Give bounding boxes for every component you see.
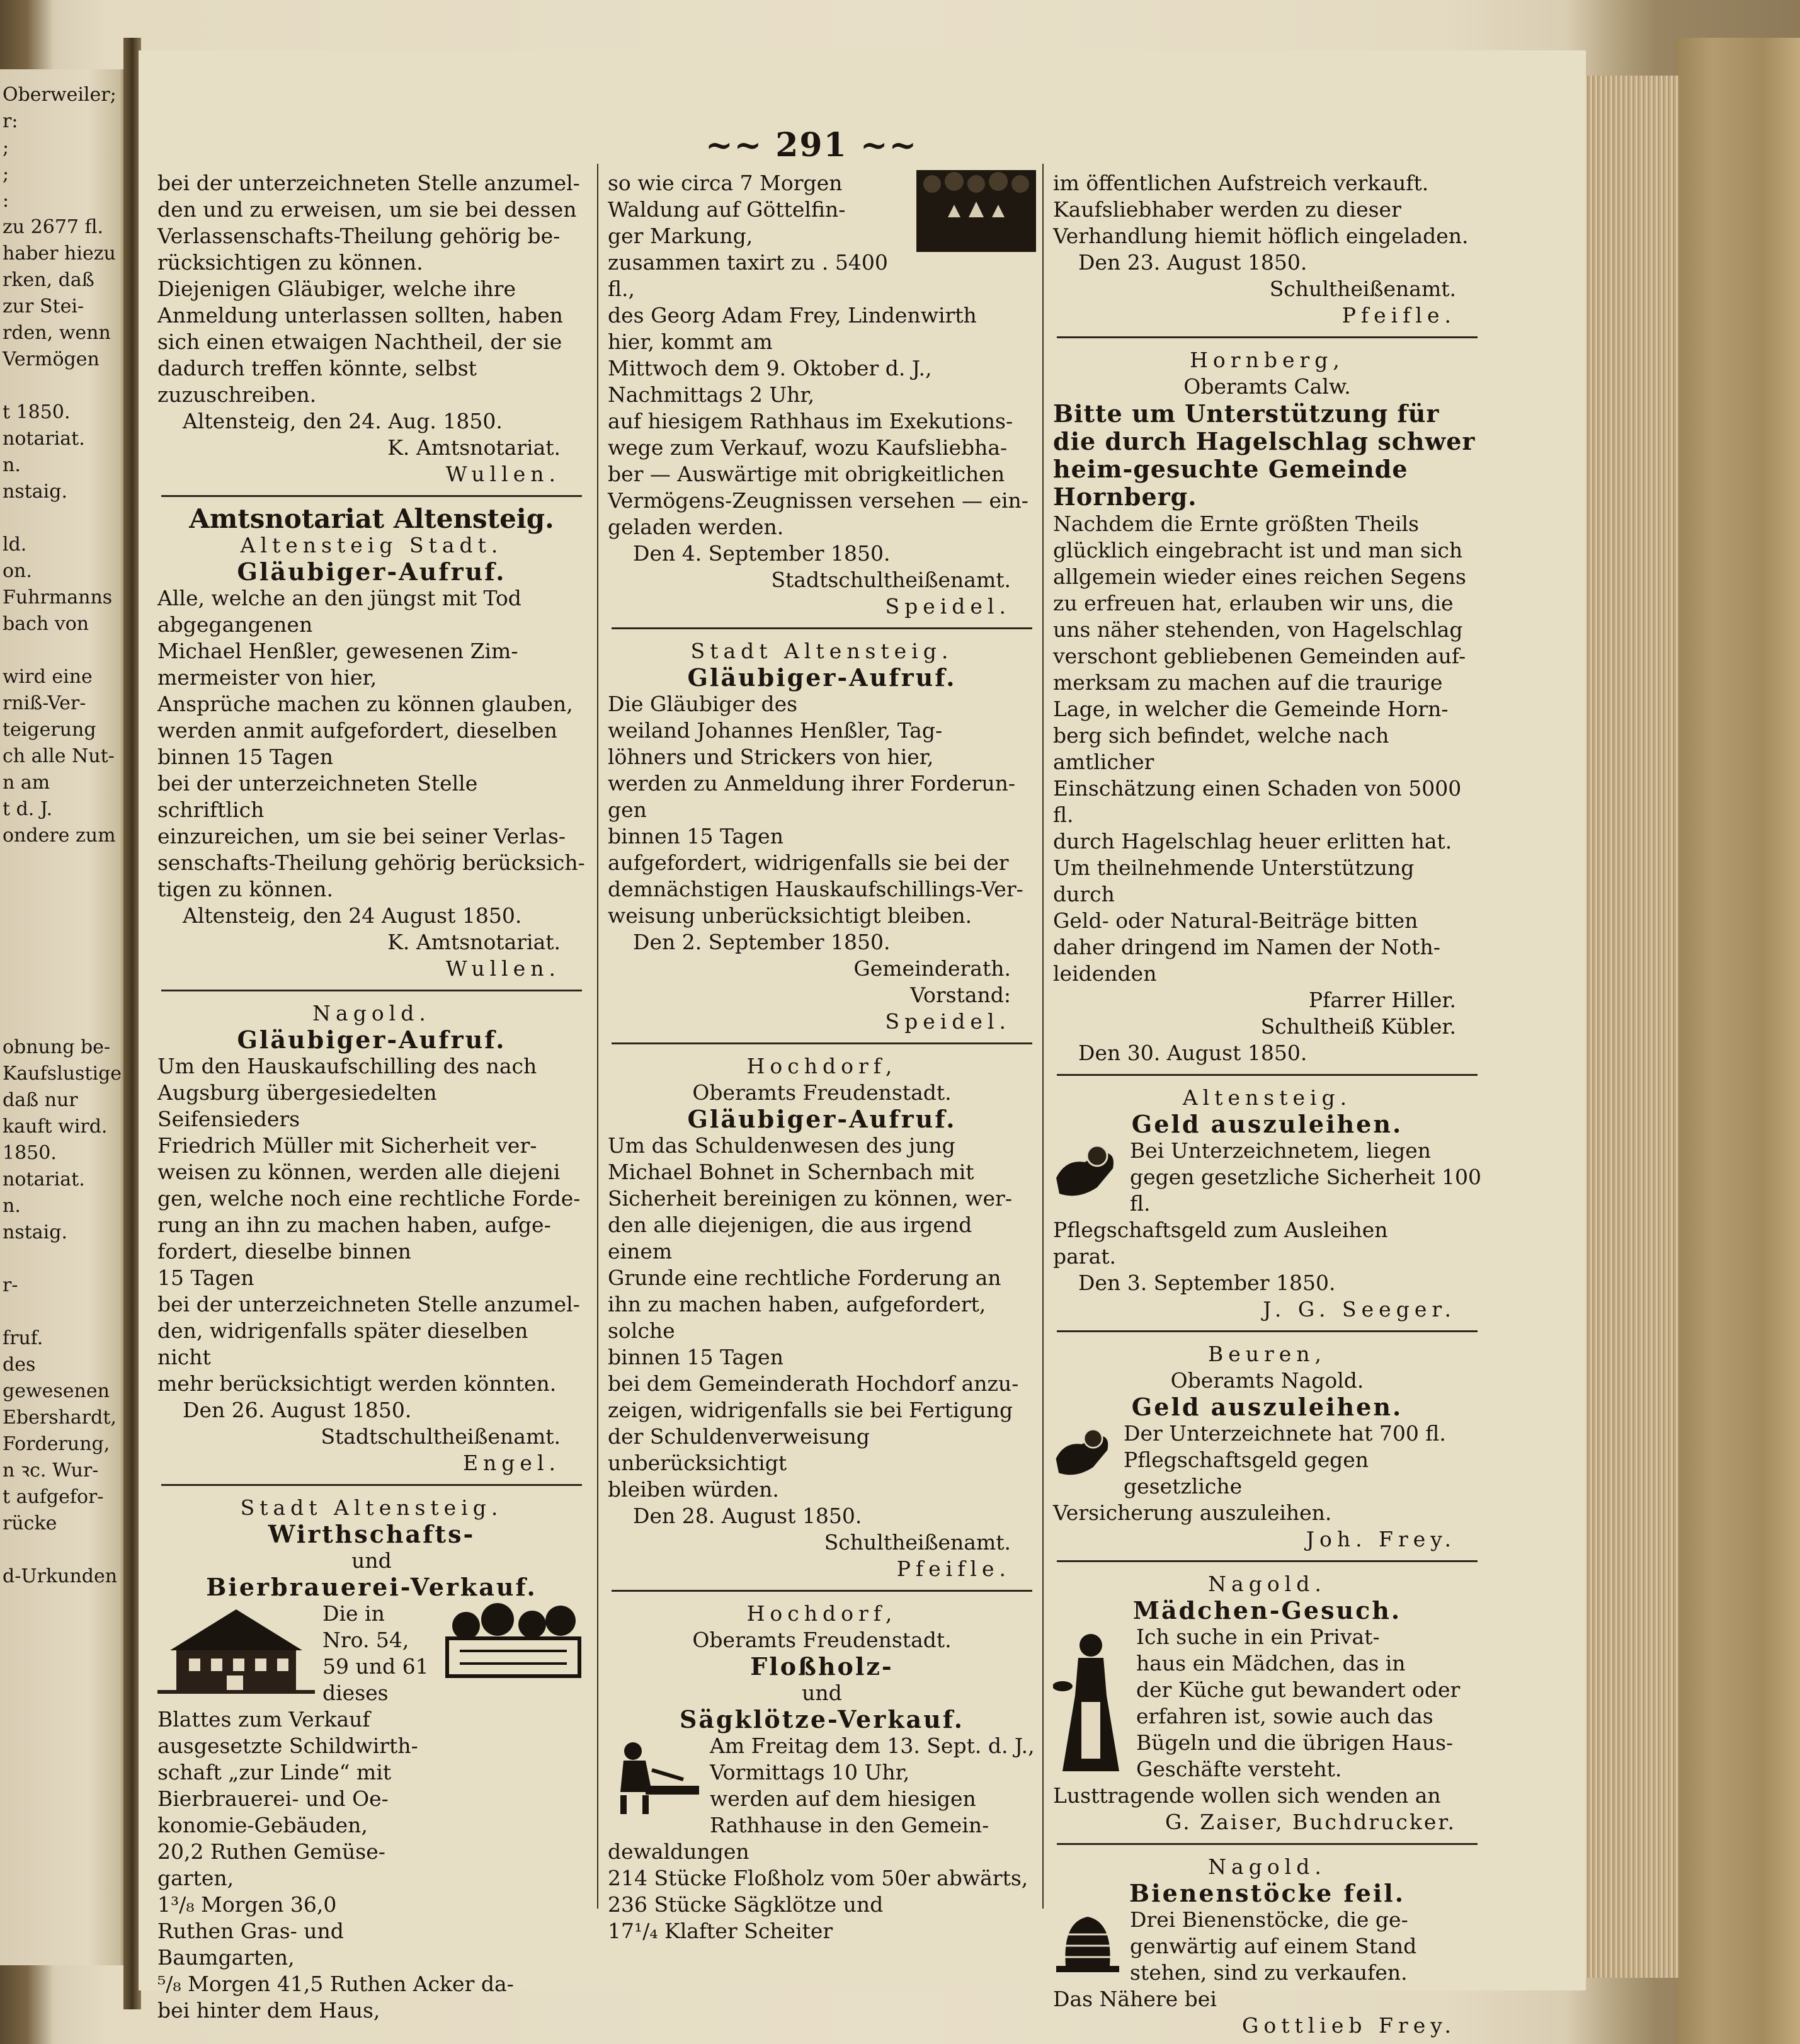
notice-glaeubiger-altensteig-2 — [608, 638, 1036, 1044]
left-page-line — [3, 1299, 122, 1325]
text-line: bei dem Gemeinderath Hochdorf anzu- — [608, 1371, 1019, 1396]
left-page-line: Kaufslustige — [3, 1063, 122, 1085]
left-page-line: notariat. — [3, 1168, 85, 1190]
text-line: Baumgarten, — [157, 1945, 295, 1970]
text-line: ihn zu machen haben, aufgefordert, — [608, 1292, 986, 1316]
text-line: glücklich eingebracht ist und man sich — [1053, 538, 1463, 562]
left-page-line — [3, 849, 122, 876]
text-line: bei der unterzeichneten Stelle schriftlich — [157, 771, 478, 822]
left-page-line: : — [3, 190, 9, 212]
column-rule — [1042, 164, 1044, 1909]
notice-date: Den 30. August 1850. — [1078, 1041, 1307, 1065]
text-line: Ich suche in ein Privat- — [1136, 1624, 1380, 1649]
notice-place: Hochdorf, — [746, 1601, 897, 1626]
left-page-line: obnung be- — [3, 1036, 111, 1058]
left-page-line: 1850. — [3, 1142, 57, 1164]
notice-hornberg-appeal — [1053, 347, 1481, 1076]
text-line: fordert, dieselbe binnen — [157, 1239, 411, 1264]
text-line: auf hiesigem Rathhaus im Exekutions- — [608, 409, 1013, 433]
notice-title: Gläubiger-Aufruf. — [687, 663, 957, 692]
text-line: gen, welche noch eine rechtliche Forde- — [157, 1186, 581, 1211]
text-line: Geschäfte versteht. — [1136, 1757, 1342, 1781]
text-line: Bügeln und die übrigen Haus- — [1136, 1730, 1454, 1755]
notice-geld-altensteig — [1053, 1085, 1481, 1332]
notice-signature: Schultheißenamt. — [1269, 277, 1456, 301]
left-page-line: ; — [3, 137, 9, 159]
notice-signature: Schultheiß Kübler. — [1260, 1014, 1456, 1039]
text-line: erfahren ist, sowie auch das — [1136, 1704, 1433, 1728]
text-line: merksam zu machen auf die traurige — [1053, 670, 1443, 695]
notice-header: Amtsnotariat Altensteig. — [189, 503, 554, 534]
text-line: Blattes zum Verkauf — [157, 1707, 370, 1732]
notice-place: Stadt Altensteig. — [690, 639, 954, 663]
text-line: den alle diejenigen, die aus irgend einem — [608, 1213, 972, 1264]
left-page-line: ; — [3, 163, 9, 185]
left-page-line: d-Urkunden — [3, 1565, 118, 1587]
notice-signature: Stadtschultheißenamt. — [321, 1424, 561, 1449]
text-line: Verlassenschafts-Theilung gehörig be- — [157, 224, 561, 248]
text-line: stehen, sind zu verkaufen. — [1130, 1960, 1408, 1985]
text-line: 17¹/₄ Klafter Scheiter — [608, 1919, 833, 1943]
notice-date: Altensteig, den 24. Aug. 1850. — [183, 409, 503, 433]
text-line: Bierbrauerei- und Oe- — [157, 1786, 389, 1811]
left-page-line: ld. — [3, 534, 27, 556]
text-line: Vermögens-Zeugnissen versehen — ein- — [608, 488, 1028, 513]
left-page-line — [3, 1537, 122, 1563]
text-line: bei der unterzeichneten Stelle anzumel- — [157, 171, 580, 195]
left-page-line — [3, 955, 122, 981]
text-line: Alle, welche an den jüngst mit Tod — [157, 586, 521, 610]
left-page-line: Fuhrmanns — [3, 586, 113, 608]
text-line: Einschätzung einen Schaden von 5000 fl. — [1053, 776, 1462, 827]
text-line: uns näher stehenden, von Hagelschlag — [1053, 617, 1463, 642]
text-line: Pflegschaftsgeld zum Ausleihen — [1053, 1218, 1388, 1242]
text-line: leidenden — [1053, 961, 1157, 986]
left-page-line — [3, 1246, 122, 1272]
notice-glaeubiger-hochdorf — [608, 1053, 1036, 1592]
text-line: Sicherheit bereinigen zu können, wer- — [608, 1186, 1012, 1211]
notice-continuation — [608, 170, 1036, 629]
notice-subplace: Oberamts Freudenstadt. — [692, 1080, 952, 1105]
text-line: abgegangenen — [157, 612, 313, 637]
left-page-line: teigerung — [3, 719, 96, 741]
notice-title: Mädchen-Gesuch. — [1132, 1596, 1402, 1624]
text-line: bei hinter dem Haus, — [157, 1998, 380, 2023]
left-page-line — [3, 505, 122, 532]
notice-place: Beuren, — [1207, 1342, 1327, 1366]
notice-text — [157, 585, 586, 903]
notice-bienenstoecke — [1053, 1854, 1481, 2039]
notice-text — [1053, 170, 1481, 249]
text-line: Die in Nro. 54, 59 und 61 dieses — [322, 1601, 429, 1705]
text-line: werden zu Anmeldung ihrer Forderun- — [608, 771, 1015, 796]
text-line: Um den Hauskaufschilling des nach — [157, 1054, 537, 1078]
left-page-fragment — [0, 69, 126, 1965]
text-line: so wie circa 7 Morgen — [608, 171, 843, 195]
text-line: weisung unberücksichtigt bleiben. — [608, 903, 972, 928]
notice-signature: G. Zaiser, Buchdrucker. — [1165, 1810, 1456, 1834]
notice-signature: Pfarrer Hiller. — [1308, 988, 1456, 1012]
left-page-line — [3, 928, 122, 955]
text-line: den, widrigenfalls später dieselben nicht — [157, 1318, 528, 1369]
text-line: zu erfreuen hat, erlauben wir uns, die — [1053, 591, 1454, 615]
left-page-line: daß nur — [3, 1089, 78, 1111]
notice-date: Den 28. August 1850. — [633, 1504, 862, 1528]
left-page-line: r- — [3, 1274, 18, 1296]
text-line: Rathhause in den Gemein- — [710, 1813, 989, 1837]
notice-subplace: Oberamts Nagold. — [1170, 1368, 1364, 1393]
notice-title: Gläubiger-Aufruf. — [237, 1025, 506, 1054]
notice-geld-beuren — [1053, 1341, 1481, 1562]
text-line: genwärtig auf einem Stand — [1130, 1934, 1417, 1958]
book-cover — [1675, 38, 1800, 2044]
left-page-line — [3, 876, 122, 902]
left-page-line: nstaig. — [3, 481, 67, 503]
notice-signature: Gottlieb Frey. — [1242, 2013, 1456, 2038]
notice-signature: Engel. — [462, 1451, 561, 1475]
text-line: weisen zu können, werden alle diejeni — [157, 1160, 561, 1184]
notice-date: Altensteig, den 24 August 1850. — [183, 903, 522, 928]
notice-date: Den 23. August 1850. — [1078, 250, 1307, 275]
text-line: wege zum Verkauf, wozu Kaufsliebha- — [608, 435, 1008, 460]
left-page-line: t aufgefor- — [3, 1486, 104, 1508]
left-page-line: zur Stei- — [3, 295, 84, 317]
notice-glaeubiger-nagold — [157, 1000, 586, 1486]
text-line: Grunde eine rechtliche Forderung an — [608, 1265, 1001, 1290]
notice-title-joiner: und — [351, 1548, 392, 1573]
notice-signature: Pfeifle. — [1341, 303, 1456, 328]
text-line: weiland Johannes Henßler, Tag- — [608, 718, 943, 743]
left-page-line: gewesenen — [3, 1380, 110, 1402]
notice-maedchen-gesuch — [1053, 1571, 1481, 1845]
text-line: zusammen taxirt zu . 5400 fl., — [608, 250, 888, 301]
notice-signature: K. Amtsnotariat. — [387, 435, 561, 460]
left-page-line: on. — [3, 560, 32, 582]
text-line: binnen 15 Tagen — [608, 824, 783, 848]
garden-icon — [441, 1601, 586, 1682]
left-page-line: bach von — [3, 613, 89, 635]
column-rule — [597, 164, 598, 1909]
text-line: schaft „zur Linde“ mit — [157, 1760, 392, 1784]
text-line: zeigen, widrigenfalls sie bei Fertigung — [608, 1398, 1013, 1422]
text-line: ger Markung, — [608, 224, 753, 248]
notice-signature: Pfeifle. — [896, 1556, 1011, 1581]
text-line: daher dringend im Namen der Noth- — [1053, 935, 1440, 959]
notice-wirthschaft-verkauf — [157, 1495, 586, 2024]
text-line: haus ein Mädchen, das in — [1136, 1651, 1406, 1676]
text-line: Augsburg übergesiedelten Seifensieders — [157, 1080, 437, 1131]
notice-place: Altensteig. — [1182, 1085, 1352, 1110]
text-line: demnächstigen Hauskaufschillings-Ver- — [608, 877, 1023, 901]
left-page-line: r: — [3, 110, 18, 132]
woodworker-icon — [608, 1735, 702, 1817]
text-line: Um theilnehmende Unterstützung durch — [1053, 855, 1415, 906]
maid-icon — [1053, 1626, 1129, 1778]
left-page-line: rden, wenn — [3, 322, 111, 344]
notice-title: Wirthschafts- — [268, 1520, 476, 1548]
left-page-line — [3, 1008, 122, 1034]
notice-place: Hochdorf, — [746, 1054, 897, 1078]
notice-date: Den 4. September 1850. — [633, 541, 891, 566]
text-line: Ansprüche machen zu können glauben, — [157, 692, 573, 716]
text-line: 236 Stücke Sägklötze und — [608, 1892, 884, 1917]
text-line: Die Gläubiger des — [608, 692, 798, 716]
left-page-line: Oberweiler; — [3, 84, 117, 106]
notice-place: Hornberg, — [1190, 348, 1345, 372]
left-page-line: rken, daß — [3, 269, 94, 291]
text-line: Diejenigen Gläubiger, welche ihre — [157, 277, 516, 301]
text-line: 1³/₈ Morgen 36,0 — [157, 1892, 337, 1917]
text-line: einzureichen, um sie bei seiner Verlas- — [157, 824, 566, 848]
notice-text — [608, 691, 1036, 929]
hand-coin-icon — [1053, 1423, 1116, 1483]
left-page-line: rücke — [3, 1512, 57, 1534]
notice-title: Gläubiger-Aufruf. — [687, 1105, 957, 1133]
text-line: bei der unterzeichneten Stelle anzumel- — [157, 1292, 580, 1316]
text-line: ausgesetzte Schildwirth- — [157, 1733, 418, 1758]
text-line: Michael Bohnet in Schernbach mit — [608, 1160, 974, 1184]
text-line: gegen gesetzliche Sicherheit 100 fl. — [1130, 1165, 1481, 1216]
notice-title: Bienenstöcke feil. — [1129, 1879, 1405, 1907]
text-line: Bei Unterzeichnetem, liegen — [1130, 1138, 1432, 1163]
left-page-line: n am — [3, 772, 50, 794]
notice-text — [157, 170, 586, 408]
notice-signature: J. G. Seeger. — [1263, 1297, 1456, 1322]
text-line: Lusttragende wollen sich wenden an — [1053, 1783, 1441, 1808]
text-line: binnen 15 Tagen — [157, 745, 333, 769]
text-line: Anmeldung unterlassen sollten, haben — [157, 303, 563, 328]
left-page-line: fruf. — [3, 1327, 43, 1349]
notice-signature: Stadtschultheißenamt. — [771, 568, 1011, 592]
left-page-line: ch alle Nut- — [3, 745, 115, 767]
notice-place: Altensteig Stadt. — [240, 533, 503, 557]
text-line: rücksichtigen zu können. — [157, 250, 423, 275]
notice-title: Geld auszuleihen. — [1131, 1110, 1403, 1138]
text-line: Geld- oder Natural-Beiträge bitten — [1053, 908, 1418, 933]
text-line: mermeister von hier, — [157, 665, 377, 690]
text-line: Der Unterzeichnete hat 700 fl. — [1124, 1421, 1446, 1446]
notice-flossholz-verkauf — [608, 1601, 1036, 1944]
text-line: im öffentlichen Aufstreich verkauft. — [1053, 171, 1429, 195]
left-page-line — [3, 902, 122, 928]
text-line: dewaldungen — [608, 1839, 749, 1864]
column-1 — [157, 170, 586, 2033]
left-page-line: haber hiezu — [3, 243, 116, 265]
notice-place: Nagold. — [1208, 1572, 1326, 1596]
text-line: Friedrich Müller mit Sicherheit ver- — [157, 1133, 537, 1158]
text-line: Drei Bienenstöcke, die ge- — [1130, 1907, 1408, 1932]
text-line: Lage, in welcher die Gemeinde Horn- — [1053, 697, 1449, 721]
beehive-icon — [1053, 1909, 1122, 1978]
notice-signature: Gemeinderath. — [853, 956, 1011, 981]
text-line: rung an ihn zu machen haben, aufge- — [157, 1213, 551, 1237]
page-edges — [1578, 76, 1679, 1978]
text-line: Nachdem die Ernte größten Theils — [1053, 511, 1419, 536]
notice-continuation — [157, 170, 586, 497]
text-line: aufgefordert, widrigenfalls sie bei der — [608, 850, 1009, 875]
text-line: Verhandlung hiemit höflich eingeladen. — [1053, 224, 1469, 248]
left-page-text — [3, 82, 122, 1590]
text-line: tigen zu können. — [157, 877, 333, 901]
notice-signature: Speidel. — [885, 594, 1011, 619]
notice-text — [608, 1133, 1036, 1503]
notice-text — [1053, 511, 1481, 987]
left-page-line: wird eine — [3, 666, 93, 688]
text-line: Pflegschaftsgeld gegen gesetzliche — [1124, 1447, 1369, 1499]
text-line: 214 Stücke Floßholz vom 50er abwärts, — [608, 1866, 1028, 1890]
text-line: ber — Auswärtige mit obrigkeitlichen — [608, 462, 1005, 486]
left-page-line: nstaig. — [3, 1221, 67, 1243]
left-page-line: zu 2677 fl. — [3, 216, 104, 238]
text-line: gen — [608, 797, 647, 822]
notice-subplace: Oberamts Freudenstadt. — [692, 1628, 952, 1652]
text-line: den und zu erweisen, um sie bei dessen — [157, 197, 577, 222]
text-line: Michael Henßler, gewesenen Zim- — [157, 639, 518, 663]
text-line: allgemein wieder eines reichen Segens — [1053, 564, 1466, 589]
left-page-line: t 1850. — [3, 401, 71, 423]
left-page-line: rniß-Ver- — [3, 692, 86, 714]
text-line: durch Hagelschlag heuer erlitten hat. — [1053, 829, 1452, 854]
text-line: Versicherung auszuleihen. — [1053, 1500, 1332, 1525]
left-page-line: ondere zum — [3, 825, 116, 847]
text-line: Kaufsliebhaber werden zu dieser — [1053, 197, 1401, 222]
notice-signature: K. Amtsnotariat. — [387, 930, 561, 954]
left-page-line — [3, 373, 122, 399]
left-page-line: kauft wird. — [3, 1116, 108, 1138]
text-line: bleiben würden. — [608, 1477, 779, 1502]
notice-place: Nagold. — [312, 1001, 431, 1025]
hand-coin-icon — [1053, 1140, 1122, 1203]
text-line: binnen 15 Tagen — [608, 1345, 783, 1369]
text-line: konomie-Gebäuden, — [157, 1813, 368, 1837]
text-line: werden anmit aufgefordert, dieselben — [157, 718, 557, 743]
notice-place: Stadt Altensteig. — [240, 1495, 503, 1520]
text-line: Waldung auf Göttelfin- — [608, 197, 846, 222]
left-page-line — [3, 981, 122, 1008]
text-line: garten, — [157, 1866, 234, 1890]
notice-signature: Schultheißenamt. — [824, 1530, 1011, 1555]
column-2 — [608, 170, 1036, 1953]
text-line: mehr berücksichtigt werden könnten. — [157, 1371, 557, 1396]
text-line: der Schuldenverweisung unberücksichtigt — [608, 1424, 870, 1475]
notice-title: Bitte um Unterstützung für die durch Hagelschlag schwer heim-gesuchte Gemeinde Hornberg. — [1053, 399, 1476, 511]
left-page-line: Ebershardt, — [3, 1407, 117, 1429]
text-line: 20,2 Ruthen Gemüse- — [157, 1839, 385, 1864]
page-number: ~~ 291 ~~ — [705, 126, 918, 164]
notice-text — [1053, 1420, 1481, 1526]
left-page-line: notariat. — [3, 428, 85, 450]
forest-icon — [916, 170, 1036, 252]
text-line: werden auf dem hiesigen — [710, 1786, 976, 1811]
text-line: Mittwoch dem 9. Oktober d. J., — [608, 356, 932, 380]
notice-date: Den 26. August 1850. — [183, 1398, 412, 1422]
text-line: berg sich befindet, welche nach amtlicher — [1053, 723, 1389, 774]
text-line: Am Freitag dem 13. Sept. d. J., — [710, 1733, 1035, 1758]
column-3 — [1053, 170, 1481, 2044]
notice-signature: Joh. Frey. — [1306, 1527, 1456, 1551]
text-line: Um das Schuldenwesen des jung — [608, 1133, 955, 1158]
left-page-line: Vermögen — [3, 348, 100, 370]
text-line: sich einen etwaigen Nachtheil, der sie — [157, 329, 562, 354]
notice-title: Bierbrauerei-Verkauf. — [206, 1573, 537, 1601]
notice-signature: Speidel. — [885, 1009, 1011, 1034]
text-line: ⁵/₈ Morgen 41,5 Ruthen Acker da- — [157, 1972, 514, 1996]
text-line: Nachmittags 2 Uhr, — [608, 382, 815, 407]
text-line: des Georg Adam Frey, Lindenwirth — [608, 303, 977, 328]
text-line: solche — [608, 1318, 675, 1343]
notice-title: Floßholz- — [750, 1652, 894, 1681]
text-line: hier, kommt am — [608, 329, 773, 354]
text-line: der Küche gut bewandert oder — [1136, 1677, 1461, 1702]
left-page-line: n. — [3, 1195, 21, 1217]
notice-signature: Vorstand: — [910, 983, 1011, 1007]
notice-title: Gläubiger-Aufruf. — [237, 557, 506, 586]
notice-date: Den 2. September 1850. — [633, 930, 891, 954]
left-page-line — [3, 637, 122, 664]
left-page-line: des — [3, 1354, 36, 1376]
text-line: Vormittags 10 Uhr, — [710, 1760, 910, 1784]
text-line: parat. — [1053, 1244, 1116, 1269]
left-page-line: n ꝛc. Wur- — [3, 1459, 99, 1482]
notice-text — [157, 1053, 586, 1397]
notice-glaeubiger-altensteig — [157, 503, 586, 991]
text-line: 15 Tagen — [157, 1265, 254, 1290]
text-line: senschafts-Theilung gehörig berücksich- — [157, 850, 585, 875]
notice-signature: Wullen. — [445, 956, 561, 981]
notice-title-joiner: und — [802, 1681, 842, 1705]
text-line: verschont gebliebenen Gemeinden auf- — [1053, 644, 1466, 668]
text-line: dadurch treffen könnte, selbst zuzuschreiben. — [157, 356, 477, 407]
text-line: löhners und Strickers von hier, — [608, 745, 934, 769]
notice-place: Nagold. — [1208, 1854, 1326, 1879]
house-icon — [157, 1603, 315, 1698]
notice-continuation — [1053, 170, 1481, 338]
left-page-line: Forderung, — [3, 1433, 110, 1455]
notice-date: Den 3. September 1850. — [1078, 1270, 1336, 1295]
text-line: geladen werden. — [608, 515, 784, 539]
left-page-line: n. — [3, 454, 21, 476]
left-page-line: t d. J. — [3, 798, 53, 820]
text-line: Das Nähere bei — [1053, 1987, 1217, 2011]
notice-title: Sägklötze-Verkauf. — [679, 1705, 965, 1733]
text-line: Ruthen Gras- und — [157, 1919, 344, 1943]
notice-subplace: Oberamts Calw. — [1183, 374, 1351, 399]
notice-signature: Wullen. — [445, 462, 561, 486]
notice-title: Geld auszuleihen. — [1131, 1393, 1403, 1421]
